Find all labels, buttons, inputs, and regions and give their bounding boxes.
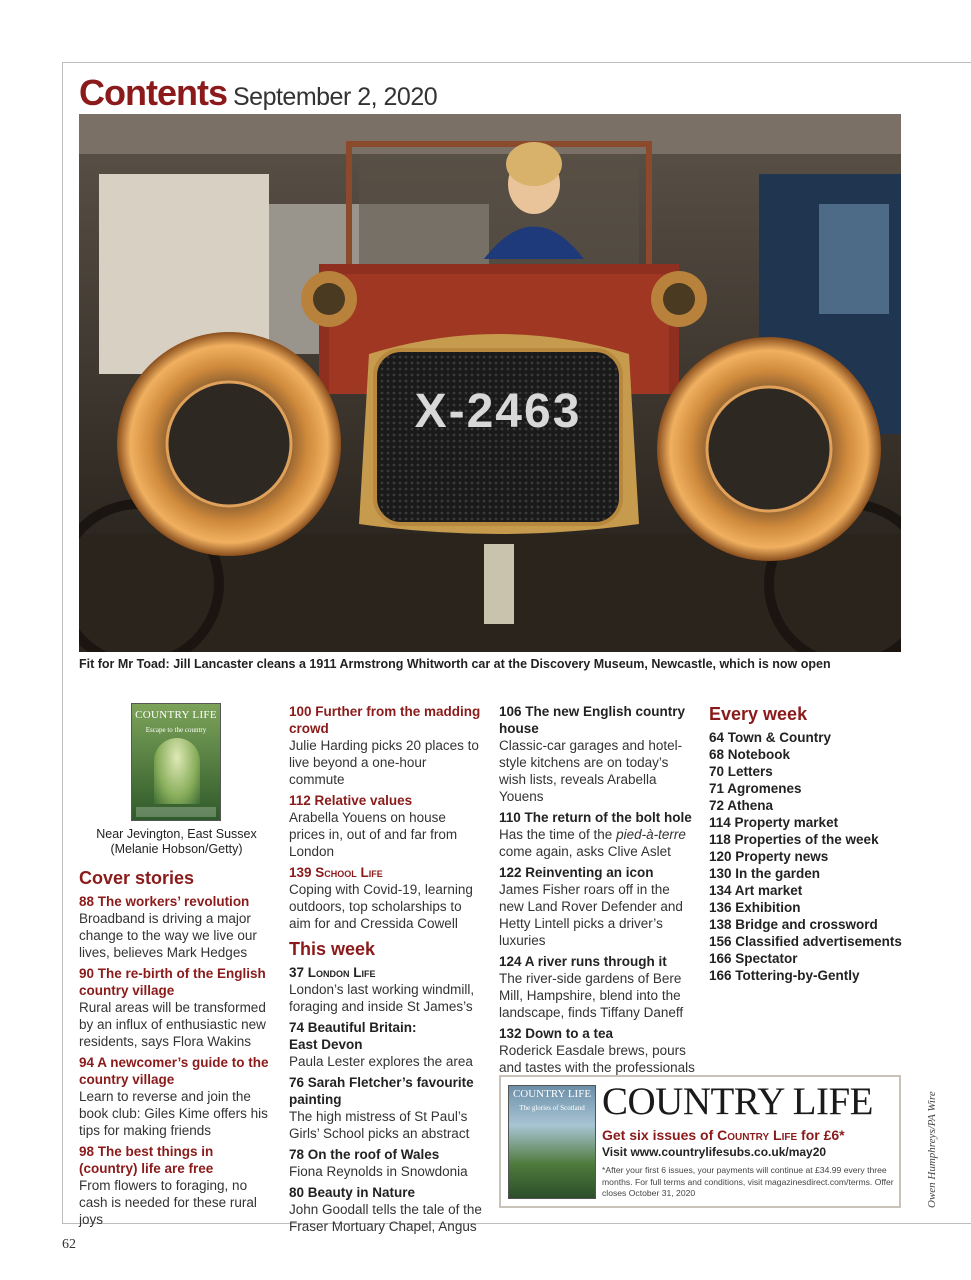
contents-item (79, 893, 274, 961)
contents-item (289, 1074, 485, 1142)
ad-thumbnail-sub: The glories of Scotland (519, 1104, 585, 1112)
item-title (289, 964, 485, 981)
every-week-heading: Every week (709, 704, 808, 724)
cover-stories-heading: Cover stories (79, 868, 195, 888)
ad-offer (602, 1127, 845, 1143)
contents-item (289, 964, 485, 1015)
ad-offer-post: for £6* (797, 1127, 845, 1143)
item-body-pre: Has the time of the (499, 827, 617, 842)
item-body: Broadband is driving a major change to the way we live our lives, believes Mark Hedges (79, 911, 257, 960)
item-body: Paula Lester explores the area (289, 1054, 473, 1069)
cover-caption-line1: Near Jevington, East Sussex (96, 827, 257, 841)
vintage-car-illustration (79, 114, 901, 652)
item-body: Coping with Covid-19, learning outdoors, top scholarships to aim for and Cressida Cowell (289, 882, 473, 931)
list-item: 118 Properties of the week (709, 832, 879, 847)
cover-caption-line2: (Melanie Hobson/Getty) (110, 842, 243, 856)
item-body (499, 826, 695, 860)
list-item: 134 Art market (709, 883, 803, 898)
item-body-italic: pied-à-terre (616, 827, 686, 842)
list-item: 114 Property market (709, 815, 839, 830)
item-page-number: 37 (289, 965, 308, 980)
contents-item (289, 792, 485, 860)
contents-header (79, 72, 437, 112)
photo-caption: Fit for Mr Toad: Jill Lancaster cleans a 1911 Armstrong Whitworth car at the Discovery Museum, Newcastle, which is now open (79, 657, 831, 671)
cover-thumbnail (131, 703, 221, 821)
contents-item (289, 1146, 485, 1180)
issue-date: September 2, 2020 (233, 83, 438, 111)
item-body: Fiona Reynolds in Snowdonia (289, 1164, 468, 1179)
item-body: Roderick Easdale brews, pours and tastes with the professionals (499, 1043, 695, 1075)
item-title: 88 The workers’ revolution (79, 894, 250, 909)
item-title: 94 A newcomer’s guide to the country village (79, 1055, 269, 1087)
ad-visit-link[interactable]: Visit www.countrylifesubs.co.uk/may20 (602, 1145, 827, 1159)
garden-arch-image (154, 738, 200, 804)
item-body: James Fisher roars off in the new Land Rover Defender and Hetty Lintell picks a driver’s luxuries (499, 882, 683, 948)
item-title: 100 Further from the madding crowd (289, 704, 481, 736)
item-title: 122 Reinventing an icon (499, 865, 654, 880)
subscription-ad (499, 1075, 901, 1208)
cover-thumbnail-masthead: COUNTRY LIFE (135, 709, 217, 721)
item-body: The river-side gardens of Bere Mill, Hampshire, blend into the landscape, finds Tiffany Daneff (499, 971, 684, 1020)
page-title: Contents (79, 72, 227, 113)
contents-item (289, 1019, 485, 1070)
list-item: 71 Agromenes (709, 781, 802, 796)
item-title: 110 The return of the bolt hole (499, 810, 692, 825)
list-item: 138 Bridge and crossword (709, 917, 878, 932)
list-item: 68 Notebook (709, 747, 791, 762)
list-item: 166 Tottering-by-Gently (709, 968, 860, 983)
item-title: 106 The new English country house (499, 704, 686, 736)
item-body: The high mistress of St Paul’s Girls’ School picks an abstract (289, 1109, 470, 1141)
contents-item (289, 864, 485, 932)
cover-thumbnail-footer (136, 807, 216, 817)
every-week-list (709, 729, 909, 984)
list-item: 64 Town & Country (709, 730, 832, 745)
cover-thumbnail-sub: Escape to the country (145, 726, 207, 734)
item-body: Learn to reverse and join the book club: Giles Kime offers his tips for making friends (79, 1089, 268, 1138)
list-item: 156 Classified advertisements (709, 934, 902, 949)
column-features (289, 703, 485, 1239)
ad-cover-thumbnail (508, 1085, 596, 1199)
item-body: Rural areas will be transformed by an influx of enthusiastic new residents, says Flora Wakins (79, 1000, 266, 1049)
item-title: 80 Beauty in Nature (289, 1185, 416, 1200)
list-item: 130 In the garden (709, 866, 821, 881)
ad-offer-smallcaps: Country Life (717, 1127, 798, 1143)
item-body: London’s last working windmill, foraging and inside St James’s (289, 982, 475, 1014)
list-item: 166 Spectator (709, 951, 798, 966)
item-title: 112 Relative values (289, 793, 413, 808)
item-title-line2: East Devon (289, 1037, 363, 1052)
ad-fine-print: *After your first 6 issues, your payments will continue at £34.99 every three months. For full terms and conditions, visit magazinesdirect.com/terms. Offer closes October 31, 2020 (602, 1165, 894, 1198)
photo-credit: Owen Humphreys/PA Wire (926, 1091, 938, 1208)
list-item: 70 Letters (709, 764, 773, 779)
ad-thumbnail-masthead: COUNTRY LIFE (512, 1088, 592, 1100)
contents-item (499, 1025, 695, 1076)
column-every-week (709, 703, 909, 984)
contents-item (79, 1054, 274, 1139)
list-item: 120 Property news (709, 849, 829, 864)
item-body: Arabella Youens on house prices in, out of and far from London (289, 810, 458, 859)
contents-item (289, 703, 485, 788)
item-body-post: come again, asks Clive Aslet (499, 844, 671, 859)
contents-item (499, 809, 695, 860)
contents-item (499, 864, 695, 949)
item-body: John Goodall tells the tale of the Fraser Mortuary Chapel, Angus (289, 1202, 482, 1234)
list-item: 136 Exhibition (709, 900, 801, 915)
item-body: From flowers to foraging, no cash is needed for these rural joys (79, 1178, 257, 1227)
item-title-smallcaps: School Life (315, 865, 383, 880)
item-body: Classic-car garages and hotel-style kitchens are on today’s wish lists, reveals Arabella Youens (499, 738, 683, 804)
item-title: 124 A river runs through it (499, 954, 667, 969)
item-title: 78 On the roof of Wales (289, 1147, 440, 1162)
item-title (289, 864, 485, 881)
contents-item (79, 965, 274, 1050)
page-number: 62 (62, 1237, 76, 1252)
cover-caption (79, 827, 274, 857)
contents-item (499, 953, 695, 1021)
contents-item (289, 1184, 485, 1235)
ad-brand-logo: COUNTRY LIFE (602, 1080, 873, 1123)
item-body: Julie Harding picks 20 places to live beyond a one-hour commute (289, 738, 479, 787)
item-title: 132 Down to a tea (499, 1026, 614, 1041)
column-more-features (499, 703, 695, 1080)
number-plate: X-2463 (414, 385, 582, 438)
item-title-smallcaps: London Life (307, 965, 376, 980)
this-week-heading: This week (289, 939, 376, 959)
lead-photo (79, 114, 901, 652)
item-title: 74 Beautiful Britain: (289, 1020, 417, 1035)
item-page-number: 139 (289, 865, 316, 880)
column-cover-stories (79, 703, 274, 1232)
item-title: 98 The best things in (country) life are free (79, 1144, 214, 1176)
contents-item (499, 703, 695, 805)
item-title: 76 Sarah Fletcher’s favourite painting (289, 1075, 474, 1107)
contents-item (79, 1143, 274, 1228)
list-item: 72 Athena (709, 798, 774, 813)
ad-offer-pre: Get six issues of (602, 1127, 718, 1143)
item-title: 90 The re-birth of the English country village (79, 966, 266, 998)
